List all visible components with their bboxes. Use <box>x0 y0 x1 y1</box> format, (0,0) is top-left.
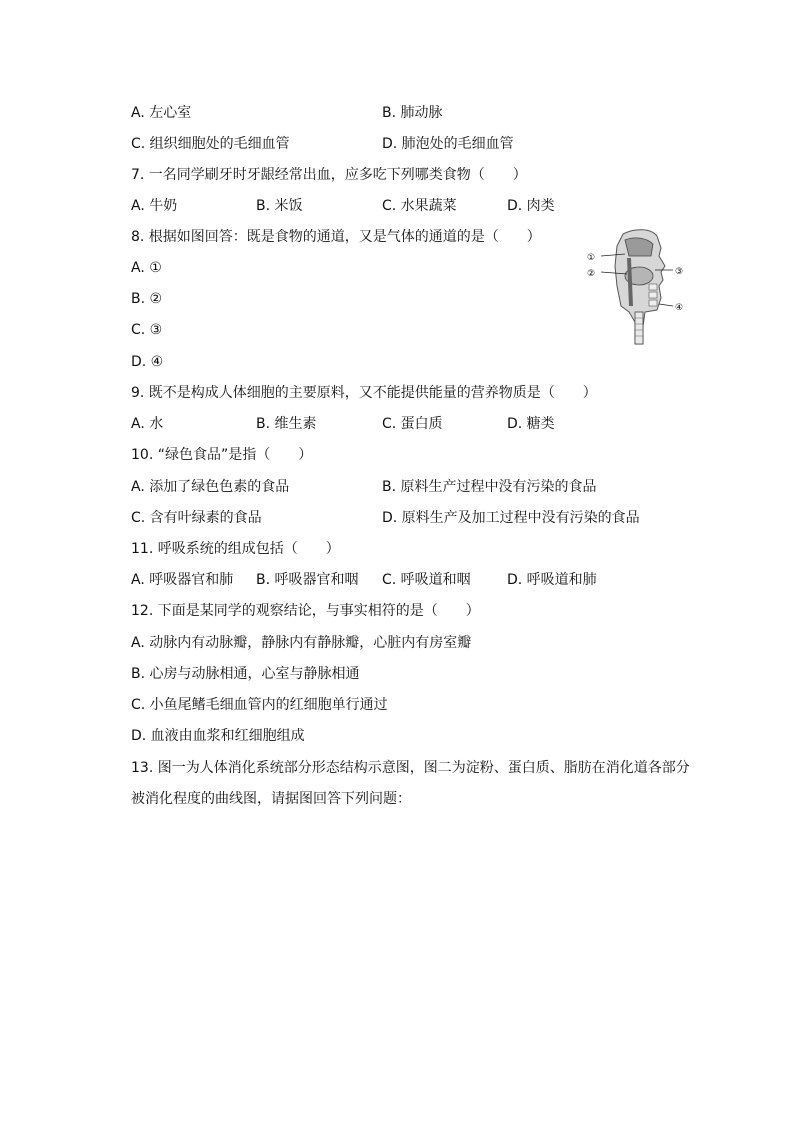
q8-option-d: D. ④ <box>131 354 164 370</box>
q7-option-b: B. 米饭 <box>256 198 303 214</box>
leader-line-4 <box>659 304 673 306</box>
q13-stem-line-2: 被消化程度的曲线图，请据图回答下列问题： <box>131 791 411 807</box>
trachea-shape <box>635 312 643 344</box>
figure-label-2: ② <box>587 269 596 279</box>
q11-option-c: C. 呼吸道和咽 <box>382 572 471 588</box>
q11-option-a: A. 呼吸器官和肺 <box>131 572 234 588</box>
q10-stem: 10. “绿色食品”是指（ ） <box>131 447 313 463</box>
q6-option-c: C. 组织细胞处的毛细血管 <box>131 136 290 152</box>
q8-stem: 8. 根据如图回答：既是食物的通道，又是气体的通道的是（ ） <box>131 229 541 245</box>
q9-option-b: B. 维生素 <box>256 416 317 432</box>
q10-option-a: A. 添加了绿色色素的食品 <box>131 479 290 495</box>
q10-option-d: D. 原料生产及加工过程中没有污染的食品 <box>382 510 640 526</box>
q8-throat-diagram <box>585 226 695 346</box>
q12-option-b: B. 心房与动脉相通，心室与静脉相通 <box>131 666 360 682</box>
q12-option-c: C. 小鱼尾鳍毛细血管内的红细胞单行通过 <box>131 697 388 713</box>
q9-option-c: C. 蛋白质 <box>382 416 443 432</box>
q7-stem: 7. 一名同学刷牙时牙龈经常出血，应多吃下列哪类食物（ ） <box>131 167 527 183</box>
q10-option-b: B. 原料生产过程中没有污染的食品 <box>382 479 597 495</box>
q12-option-d: D. 血液由血浆和红细胞组成 <box>131 728 305 744</box>
figure-label-1: ① <box>587 253 596 263</box>
q11-option-d: D. 呼吸道和肺 <box>507 572 597 588</box>
q12-option-a: A. 动脉内有动脉瓣，静脉内有静脉瓣，心脏内有房室瓣 <box>131 635 472 651</box>
vertebra <box>649 300 657 306</box>
q9-option-a: A. 水 <box>131 416 164 432</box>
q8-option-c: C. ③ <box>131 322 163 338</box>
q7-option-d: D. 肉类 <box>507 198 555 214</box>
vertebra <box>649 284 657 290</box>
vertebra <box>649 292 657 298</box>
q10-option-c: C. 含有叶绿素的食品 <box>131 510 262 526</box>
q7-option-c: C. 水果蔬菜 <box>382 198 457 214</box>
q6-option-d: D. 肺泡处的毛细血管 <box>382 136 514 152</box>
q13-stem-line-1: 13. 图一为人体消化系统部分形态结构示意图，图二为淀粉、蛋白质、脂肪在消化道各部分 <box>131 760 690 776</box>
q8-option-b: B. ② <box>131 291 163 307</box>
q6-option-a: A. 左心室 <box>131 105 192 121</box>
q11-stem: 11. 呼吸系统的组成包括（ ） <box>131 541 340 557</box>
q12-stem: 12. 下面是某同学的观察结论，与事实相符的是（ ） <box>131 603 480 619</box>
figure-label-4: ④ <box>675 303 684 313</box>
q9-option-d: D. 糖类 <box>507 416 555 432</box>
q8-option-a: A. ① <box>131 260 162 276</box>
figure-label-3: ③ <box>675 267 684 277</box>
q11-option-b: B. 呼吸器官和咽 <box>256 572 359 588</box>
nasal-cavity <box>625 238 653 256</box>
q9-stem: 9. 既不是构成人体细胞的主要原料，又不能提供能量的营养物质是（ ） <box>131 385 597 401</box>
q7-option-a: A. 牛奶 <box>131 198 178 214</box>
q6-option-b: B. 肺动脉 <box>382 105 443 121</box>
throat-section-illustration <box>585 226 695 346</box>
